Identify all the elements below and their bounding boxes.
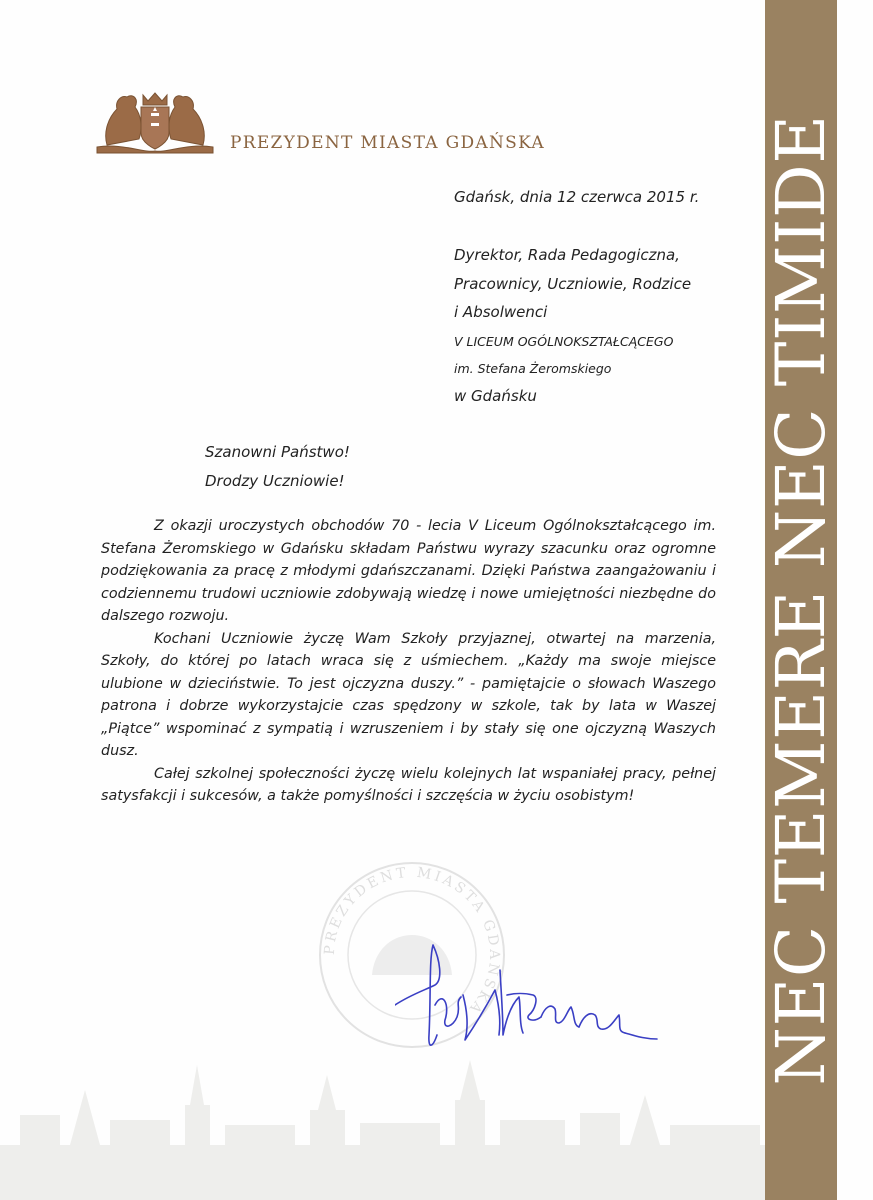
recipient-city: w Gdańsku <box>454 387 537 405</box>
handwritten-signature <box>395 935 660 1065</box>
salutation-line-2: Drodzy Uczniowie! <box>205 472 345 490</box>
recipient-line-1: Dyrektor, Rada Pedagogiczna, <box>454 246 680 264</box>
body-paragraph-3: Całej szkolnej społeczności życzę wielu kolejnych lat wspaniałej pracy, pełnej satysfakcji i sukcesów, a także pomyślności i szczęścia w życiu osobistym! <box>101 765 716 804</box>
body-paragraph-2: Kochani Uczniowie życzę Wam Szkoły przyjaznej, otwartej na marzenia, Szkoły, do której po latach wraca się z uśmiechem. „Każdy ma swoje miejsce ulubione w dzieciństwie. To jest ojczyzna duszy.” - pamiętajcie o słowach Waszego patrona i dobrze wykorzystajcie czas spędzony w szkole, tak by lata w Waszej „Piątce” wspominać z sympatią i wzruszeniem i by stały się one ojczyzną Waszych dusz. <box>101 630 716 759</box>
letter-body <box>101 515 716 808</box>
seal-text: PREZYDENT MIASTA GDAŃSKA <box>321 864 503 1019</box>
motto-banner-text: NEC TEMERE NEC TIMIDE <box>762 114 840 1086</box>
recipient-line-2: Pracownicy, Uczniowie, Rodzice <box>454 275 692 293</box>
recipient-line-3: i Absolwenci <box>454 303 548 321</box>
office-title: PREZYDENT MIASTA GDAŃSKA <box>230 133 545 153</box>
salutation-line-1: Szanowni Państwo! <box>205 443 350 461</box>
body-paragraph-1: Z okazji uroczystych obchodów 70 - lecia V Liceum Ogólnokształcącego im. Stefana Żeromskiego w Gdańsku składam Państwu wyrazy szacunku oraz ogromne podziękowania za pracę z młodymi gdańszczanami. Dzięki Państwa zaangażowaniu i codziennemu trudowi uczniowie zdobywają wiedzę i nowe umiejętności niezbędne do dalszego rozwoju. <box>101 518 716 624</box>
recipient-patron: im. Stefana Żeromskiego <box>454 361 612 376</box>
recipient-school-name: V LICEUM OGÓLNOKSZTAŁCĄCEGO <box>454 334 674 349</box>
date-line: Gdańsk, dnia 12 czerwca 2015 r. <box>454 188 700 206</box>
gdansk-crest-logo <box>93 87 217 157</box>
